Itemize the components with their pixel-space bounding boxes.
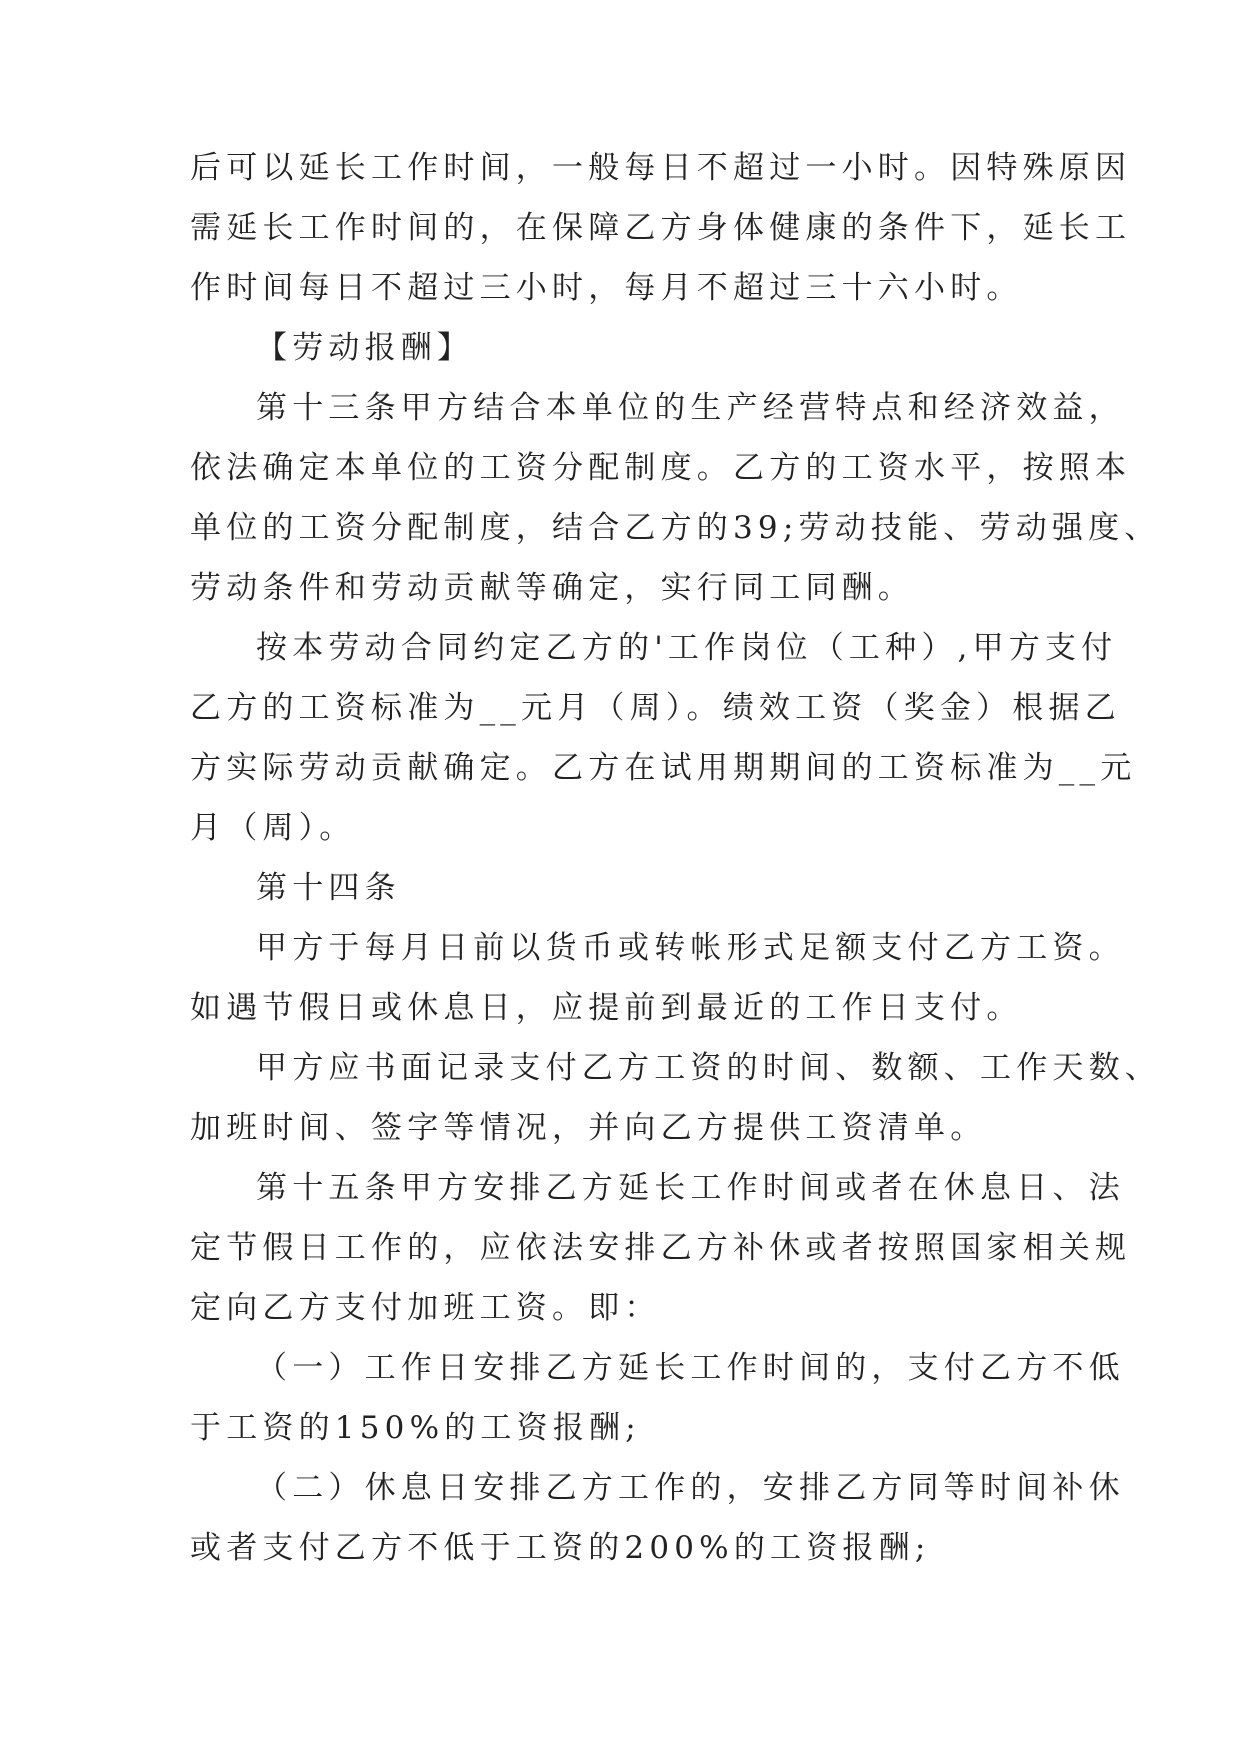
text-line: 定向乙方支付加班工资。即： <box>190 1290 661 1326</box>
text-line: 加班时间、签字等情况，并向乙方提供工资清单。 <box>190 1110 987 1146</box>
text-line: 定节假日工作的，应依法安排乙方补休或者按照国家相关规 <box>190 1230 1132 1266</box>
article-heading: 第十四条 <box>256 870 401 906</box>
text-line: 方实际劳动贡献确定。乙方在试用期期间的工资标准为__元 <box>190 750 1137 786</box>
paragraph-start: 第十三条甲方结合本单位的生产经营特点和经济效益， <box>256 390 1125 426</box>
text-line: 后可以延长工作时间，一般每日不超过一小时。因特殊原因 <box>190 150 1132 186</box>
section-heading: 【劳动报酬】 <box>256 330 474 366</box>
text-line: 需延长工作时间的，在保障乙方身体健康的条件下，延长工 <box>190 210 1132 246</box>
text-line: 月（周）。 <box>190 810 356 846</box>
text-line: 于工资的150%的工资报酬; <box>190 1410 641 1446</box>
text-line: 乙方的工资标准为__元月（周）。绩效工资（奖金）根据乙 <box>190 690 1121 726</box>
text-line: 劳动条件和劳动贡献等确定，实行同工同酬。 <box>190 570 914 606</box>
text-line: 单位的工资分配制度，结合乙方的39;劳动技能、劳动强度、 <box>190 510 1161 546</box>
text-line: 作时间每日不超过三小时，每月不超过三十六小时。 <box>190 270 1023 306</box>
paragraph-start: 甲方应书面记录支付乙方工资的时间、数额、工作天数、 <box>256 1050 1161 1086</box>
paragraph-start: 甲方于每月日前以货币或转帐形式足额支付乙方工资。 <box>256 930 1125 966</box>
text-line: 如遇节假日或休息日，应提前到最近的工作日支付。 <box>190 990 1023 1026</box>
text-line: 依法确定本单位的工资分配制度。乙方的工资水平，按照本 <box>190 450 1132 486</box>
list-item: （一）工作日安排乙方延长工作时间的，支付乙方不低 <box>256 1350 1125 1386</box>
paragraph-start: 按本劳动合同约定乙方的'工作岗位（工种）,甲方支付 <box>256 630 1118 666</box>
paragraph-start: 第十五条甲方安排乙方延长工作时间或者在休息日、法 <box>256 1170 1125 1206</box>
text-line: 或者支付乙方不低于工资的200%的工资报酬; <box>190 1530 931 1566</box>
list-item: （二）休息日安排乙方工作的，安排乙方同等时间补休 <box>256 1470 1125 1506</box>
